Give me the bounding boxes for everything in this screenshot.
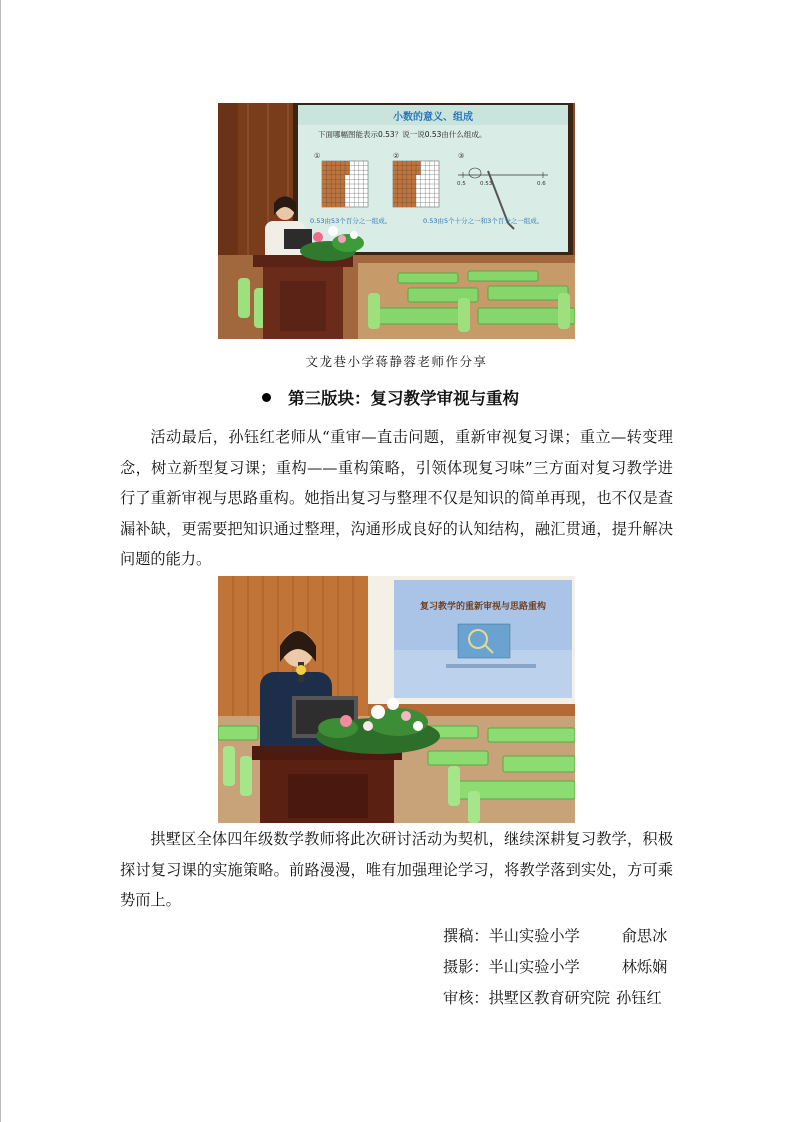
signature-name: 孙钰红 (616, 989, 662, 1007)
podium (253, 255, 353, 339)
slide1-answer-1: 0.53由53个百分之一组成。 (310, 217, 392, 225)
podium-2 (252, 746, 402, 823)
signature-reviewer (443, 987, 662, 1008)
hundred-grid-2 (393, 161, 439, 207)
signature-org: 半山实验小学 (488, 958, 580, 976)
numline-label-0-53: 0.53 (480, 181, 493, 187)
numline-label-0-5: 0.5 (457, 181, 466, 187)
signature-name: 俞思冰 (621, 927, 668, 945)
page-left-border (0, 0, 1, 1122)
paragraph-review: 活动最后，孙钰红老师从“重审—直击问题，重新审视复习课；重立—转变理念，树立新型复习课；重构——重构策略，引领体现复习味”三方面对复习教学进行了重新审视与思路重构。她指出复习与整理不仅是知识的简单再现，也不仅是查漏补缺，更需要把知识通过整理，沟通形成良好的认知结构，融汇贯通，提升解决问题的能力。 (120, 428, 673, 568)
numline-label-0-6: 0.6 (537, 181, 546, 187)
signature-writer (443, 925, 667, 946)
hundred-grid-1 (322, 161, 368, 207)
photo-teacher-presentation-2 (218, 576, 575, 823)
photo-teacher-presentation-1 (218, 103, 575, 339)
signature-label: 审核： (443, 989, 489, 1007)
signature-label: 撰稿： (443, 927, 489, 945)
signature-name: 林烁娴 (621, 958, 668, 976)
section-heading-text: 第三版块：复习教学审视与重构 (288, 389, 519, 408)
slide1-circle-2: ② (393, 152, 400, 160)
paragraph-conclusion: 拱墅区全体四年级数学教师将此次研讨活动为契机，继续深耕复习教学，积极探讨复习课的实施策略。前路漫漫，唯有加强理论学习，将教学落到实处，方可乘势而上。 (120, 830, 673, 909)
slide2-image (458, 624, 510, 658)
signature-org: 拱墅区教育研究院 (488, 989, 611, 1007)
section-heading (262, 385, 519, 409)
slide1-answer-2: 0.53由5个十分之一和3个百分之一组成。 (423, 217, 544, 225)
signature-photographer (443, 956, 667, 977)
signature-org: 半山实验小学 (488, 927, 580, 945)
bullet-icon (262, 393, 271, 402)
photo-caption: 文龙巷小学蒋静蓉老师作分享 (305, 354, 488, 369)
slide1-circle-1: ① (314, 152, 321, 160)
slide1-circle-3: ③ (458, 152, 465, 160)
slide1-question: 下面哪幅图能表示0.53？说一说0.53由什么组成。 (318, 130, 487, 139)
slide1-title: 小数的意义、组成 (393, 112, 473, 123)
signature-label: 摄影： (443, 958, 489, 976)
slide2-title: 复习教学的重新审视与思路重构 (419, 602, 547, 612)
